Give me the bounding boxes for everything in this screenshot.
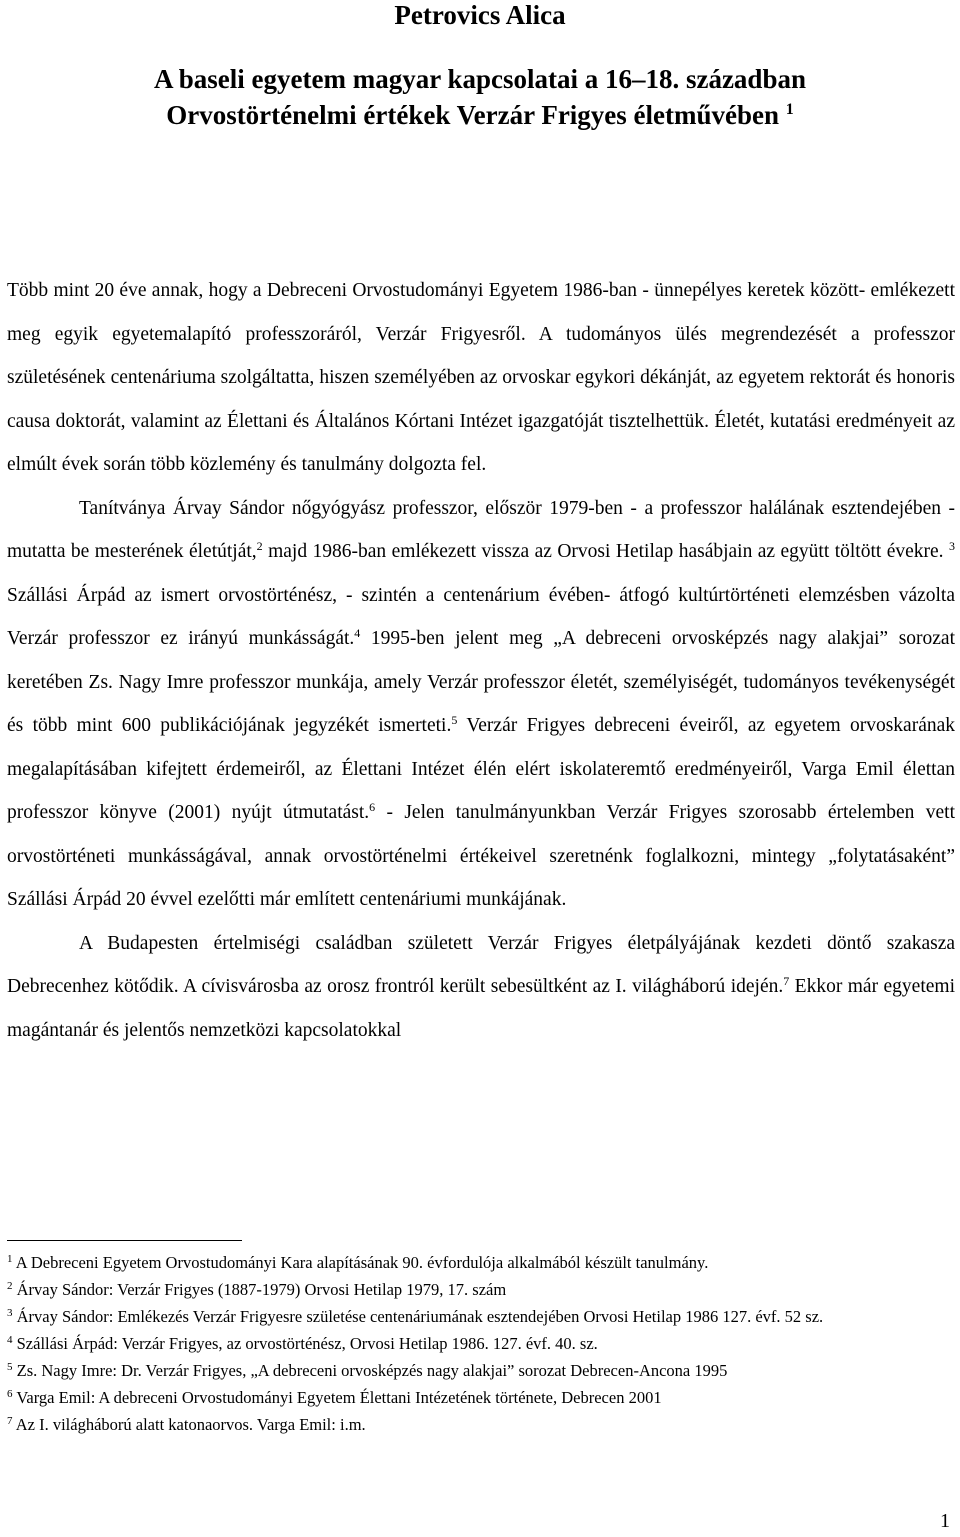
footnote-1 [7,1249,957,1276]
paragraph-text: A Budapesten értelmiségi családban született Verzár Frigyes életpályájának kezdeti döntő szakasza Debrecenhez kötődik. A cívisvárosba az orosz frontról került sebesültként az I. világháború idején. [7,932,955,997]
footnote-number: 2 [7,1280,13,1292]
paragraph-3 [7,922,955,1053]
footnote-text: Árvay Sándor: Verzár Frigyes (1887-1979) Orvosi Hetilap 1979, 17. szám [12,1280,507,1299]
footnote-number: 5 [7,1361,13,1373]
footnote-number: 6 [7,1388,13,1400]
paragraph-text: - Jelen tanulmányunkban Verzár Frigyes szorosabb értelemben vett orvostörténeti munkásságával, annak orvostörténelmi értékeivel szeretnénk foglalkozni, mintegy „folytatásaként” Szállási Árpád 20 évvel ezelőtti már említett centenáriumi munkájának. [7,802,956,910]
paragraph-text: Ekkor már egyetemi magántanár és jelentős nemzetközi kapcsolatokkal [7,976,955,1041]
paragraph-text: majd 1986-ban emlékezett vissza az Orvosi Hetilap hasábjain az együtt töltött évekre. [262,541,949,562]
footnote-text: Szállási Árpád: Verzár Frigyes, az orvostörténész, Orvosi Hetilap 1986. 127. évf. 40. sz. [12,1334,598,1353]
paragraph-text: Szállási Árpád az ismert orvostörténész, - szintén a centenárium évében- átfogó kultúrtörténeti elemzésben vázolta Verzár professzor ez irányú munkásságát. [7,584,955,649]
footnote-ref: 6 [369,800,376,814]
footnote-5 [7,1357,957,1384]
footnote-ref: 1 [785,101,794,118]
document-subtitle [0,99,960,131]
footnote-number: 4 [7,1334,13,1346]
footnote-6 [7,1384,957,1411]
footnote-number: 3 [7,1307,13,1319]
paragraph-text: Verzár Frigyes debreceni éveiről, az egyetem orvoskarának megalapításában kifejtett érdemeiről, az Élettani Intézet élén elért iskolateremtő eredményeiről, Varga Emil élettan professzor könyve (2001) nyújt útmutatást. [7,715,956,823]
footnote-number: 7 [7,1415,13,1427]
author-name: Petrovics Alica [394,0,566,30]
footnote-4 [7,1330,957,1357]
footnote-ref: 2 [256,539,263,553]
paragraph-text: 1995-ben jelent meg „A debreceni orvosképzés nagy alakjai” sorozat keretében Zs. Nagy Imre professzor munkája, amely Verzár professzor életét, személyiségét, tudományos tevékenységét és több mint 600 publikációjának jegyzékét ismerteti. [7,628,955,736]
footnote-ref: 4 [354,626,361,640]
footnote-3 [7,1303,957,1330]
footnote-2 [7,1276,957,1303]
document-title: A baseli egyetem magyar kapcsolatai a 16–18. században [154,64,806,94]
footnote-text: Árvay Sándor: Emlékezés Verzár Frigyesre születése centenáriumának esztendejében Orvosi Hetilap 1986 127. évf. 52 sz. [12,1307,824,1326]
paragraph-2 [7,487,955,922]
footnote-text: A Debreceni Egyetem Orvostudományi Kara alapításának 90. évfordulója alkalmából készült tanulmány. [12,1253,709,1272]
footnote-ref: 5 [451,713,458,727]
subtitle-text: Orvostörténelmi értékek Verzár Frigyes életművében [166,100,780,130]
footnote-text: Zs. Nagy Imre: Dr. Verzár Frigyes, „A debreceni orvosképzés nagy alakjai” sorozat Debrecen-Ancona 1995 [12,1361,728,1380]
footnote-text: Az I. világháború alatt katonaorvos. Varga Emil: i.m. [12,1415,366,1434]
footnote-text: Varga Emil: A debreceni Orvostudományi Egyetem Élettani Intézetének története, Debrecen 2001 [12,1388,662,1407]
paragraph-text: Tanítványa Árvay Sándor nőgyógyász professzor, először 1979-ben - a professzor halálának esztendejében - mutatta be mesterének életútját, [7,497,955,562]
paragraph-1 [7,269,955,487]
body-text [7,269,955,1052]
footnote-separator [7,1240,242,1241]
footnote-ref: 7 [783,974,790,988]
paragraph-text: Több mint 20 éve annak, hogy a Debreceni Orvostudományi Egyetem 1986-ban - ünnepélyes keretek között- emlékezett meg egyik egyetemalapító professzoráról, Verzár Frigyesről. A tudományos ülés megrendezését a professzor születésének centenáriuma szolgáltatta, hiszen személyében az orvoskar egykori dékánját, az egyetem rektorát és honoris causa doktorát, valamint az Élettani és Általános Kórtani Intézet igazgatóját tisztelhettük. Életét, kutatási eredményeit az elmúlt évek során több közlemény és tanulmány dolgozta fel. [7,280,955,475]
page-number: 1 [940,1510,950,1532]
footnote-ref: 3 [949,539,955,553]
footnotes [7,1249,957,1438]
footnote-7 [7,1411,957,1438]
footnote-number: 1 [7,1253,13,1265]
